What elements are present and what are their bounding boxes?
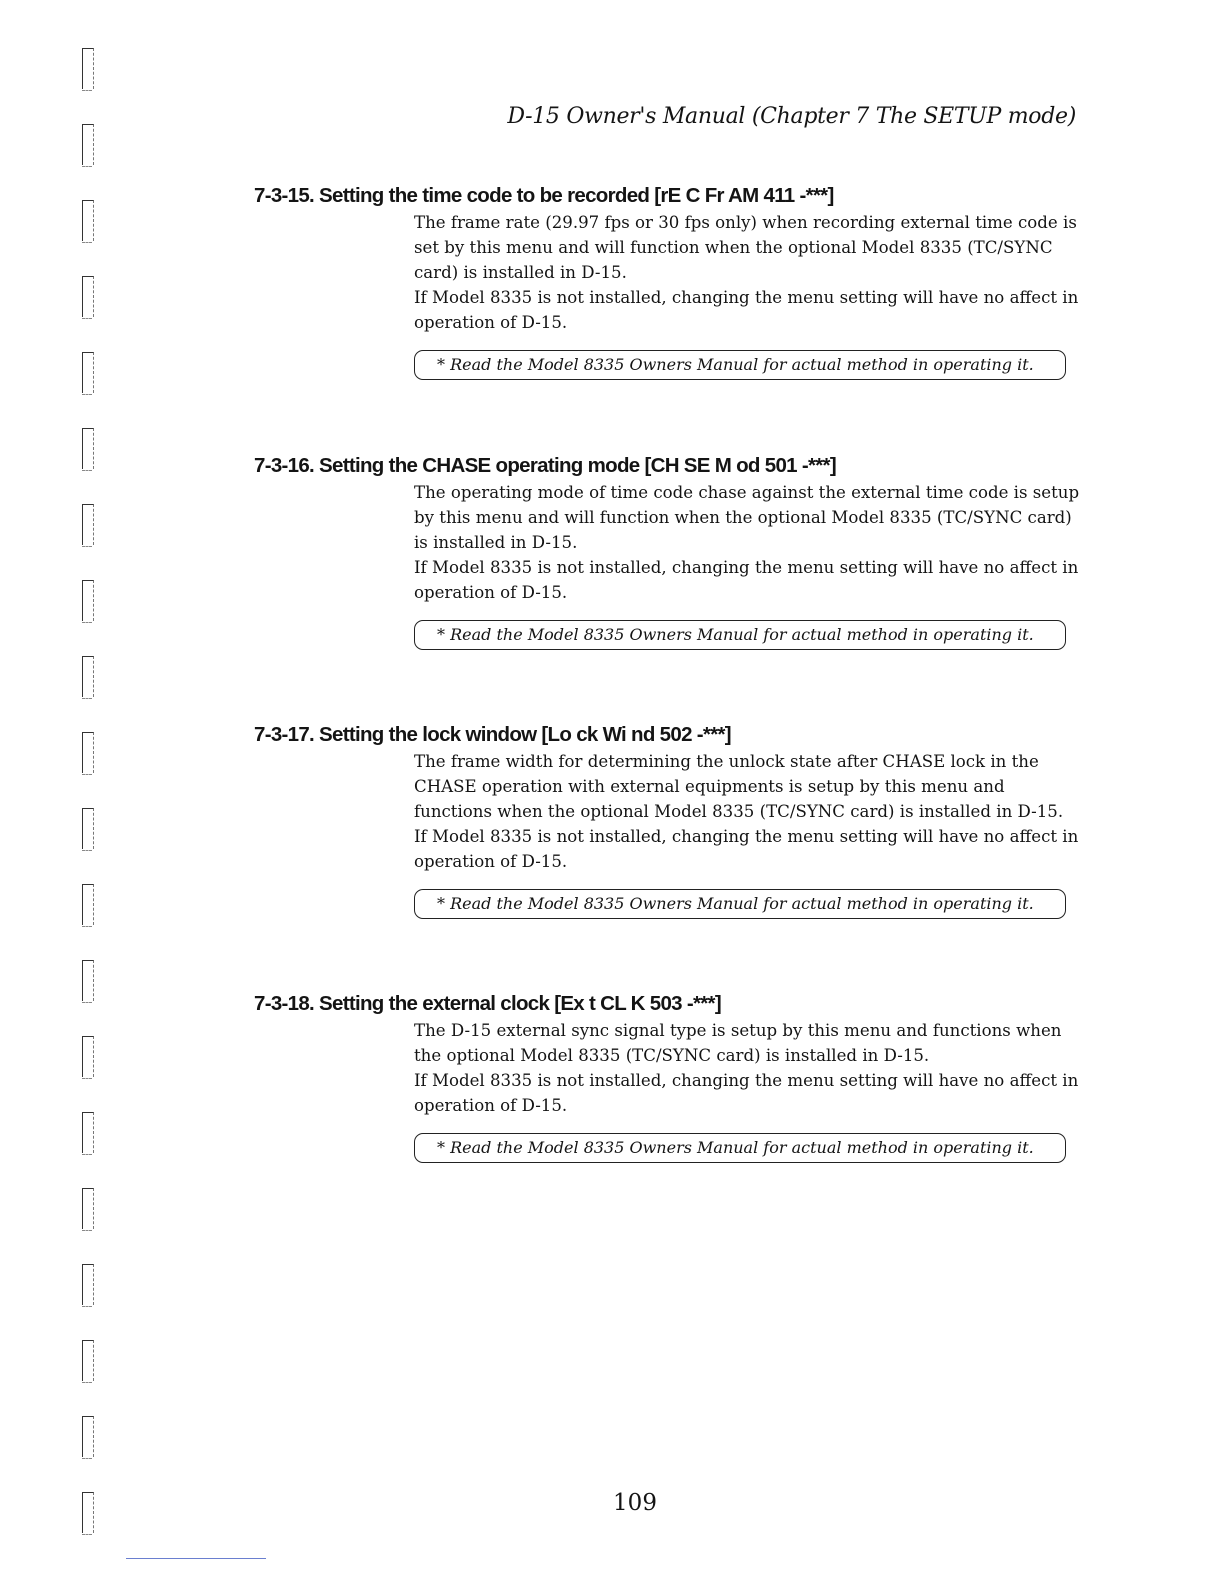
binder-hole bbox=[82, 960, 94, 1001]
binder-hole bbox=[82, 732, 94, 773]
section-body bbox=[414, 210, 1082, 380]
running-header: D-15 Owner's Manual (Chapter 7 The SETUP mode) bbox=[507, 104, 1076, 129]
section-7-3-18 bbox=[254, 990, 1084, 1163]
binder-hole bbox=[82, 124, 94, 165]
binder-hole bbox=[82, 1036, 94, 1077]
section-paragraph: If Model 8335 is not installed, changing the menu setting will have no affect in operation of D-15. bbox=[414, 827, 1079, 871]
binder-hole bbox=[82, 656, 94, 697]
note-box: * Read the Model 8335 Owners Manual for actual method in operating it. bbox=[414, 620, 1066, 650]
binder-hole bbox=[82, 1112, 94, 1153]
section-paragraph: If Model 8335 is not installed, changing the menu setting will have no affect in operation of D-15. bbox=[414, 288, 1079, 332]
section-paragraph: If Model 8335 is not installed, changing the menu setting will have no affect in operation of D-15. bbox=[414, 1071, 1079, 1115]
page-number: 109 bbox=[613, 1490, 657, 1516]
section-body bbox=[414, 749, 1082, 919]
section-title: 7-3-18. Setting the external clock [Ex t CL K 503 -***] bbox=[254, 992, 721, 1015]
binder-hole bbox=[82, 884, 94, 925]
section-7-3-17 bbox=[254, 721, 1084, 919]
binder-hole bbox=[82, 352, 94, 393]
section-title: 7-3-15. Setting the time code to be recorded [rE C Fr AM 411 -***] bbox=[254, 184, 834, 207]
section-paragraph: The frame width for determining the unlock state after CHASE lock in the CHASE operation with external equipments is setup by this menu and functions when the optional Model 8335 (TC/SYNC card) is installed in D-15. bbox=[414, 752, 1064, 821]
binder-hole bbox=[82, 504, 94, 545]
binder-hole bbox=[82, 276, 94, 317]
binder-hole bbox=[82, 428, 94, 469]
binder-hole bbox=[82, 48, 94, 89]
section-title: 7-3-17. Setting the lock window [Lo ck Wi nd 502 -***] bbox=[254, 723, 731, 746]
section-paragraph: The operating mode of time code chase against the external time code is setup by this menu and will function when the optional Model 8335 (TC/SYNC card) is installed in D-15. bbox=[414, 483, 1080, 552]
binder-hole bbox=[82, 1340, 94, 1381]
section-body bbox=[414, 480, 1082, 650]
section-paragraph: The frame rate (29.97 fps or 30 fps only) when recording external time code is set by this menu and will function when the optional Model 8335 (TC/SYNC card) is installed in D-15. bbox=[414, 213, 1077, 282]
binder-hole bbox=[82, 200, 94, 241]
section-title: 7-3-16. Setting the CHASE operating mode [CH SE M od 501 -***] bbox=[254, 454, 836, 477]
note-box: * Read the Model 8335 Owners Manual for actual method in operating it. bbox=[414, 889, 1066, 919]
section-paragraph: If Model 8335 is not installed, changing the menu setting will have no affect in operation of D-15. bbox=[414, 558, 1079, 602]
footer-rule bbox=[126, 1558, 266, 1559]
binder-hole bbox=[82, 808, 94, 849]
section-7-3-16 bbox=[254, 452, 1084, 650]
binder-hole bbox=[82, 580, 94, 621]
section-body bbox=[414, 1018, 1082, 1163]
binder-hole bbox=[82, 1416, 94, 1457]
binder-hole bbox=[82, 1188, 94, 1229]
note-box: * Read the Model 8335 Owners Manual for actual method in operating it. bbox=[414, 1133, 1066, 1163]
binder-hole bbox=[82, 1264, 94, 1305]
section-paragraph: The D-15 external sync signal type is setup by this menu and functions when the optional Model 8335 (TC/SYNC card) is installed in D-15. bbox=[414, 1021, 1062, 1065]
section-7-3-15 bbox=[254, 182, 1084, 380]
note-box: * Read the Model 8335 Owners Manual for actual method in operating it. bbox=[414, 350, 1066, 380]
